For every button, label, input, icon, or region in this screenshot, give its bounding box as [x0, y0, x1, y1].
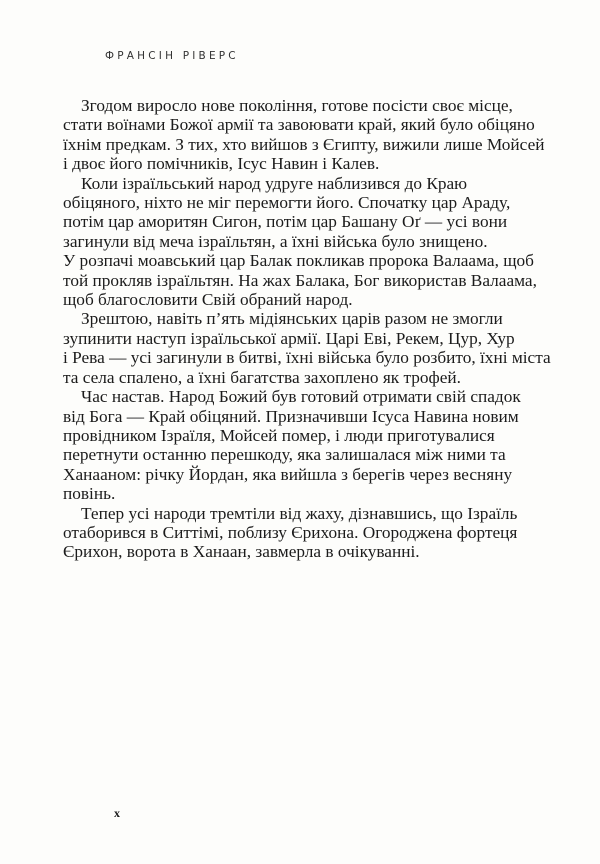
text-line: Ханааном: річку Йордан, яка вийшла з берегів через весняну [63, 464, 513, 484]
text-line: провідником Ізраїля, Мойсей помер, і люди приготувалися [63, 425, 495, 445]
text-line: загинули від меча ізраїльтян, а їхні війська було знищено. [63, 231, 488, 251]
text-line: та села спалено, а їхні багатства захоплено як трофей. [63, 367, 461, 387]
page-number: x [114, 806, 120, 820]
running-head-author: ФРАНСІН РІВЕРС [105, 50, 239, 62]
text-line: Зрештою, навіть п’ять мідіянських царів разом не змогли [81, 309, 503, 329]
paragraph [63, 504, 563, 562]
text-line: потім цар аморитян Сигон, потім цар Башану Оґ — усі вони [63, 212, 508, 232]
text-line: від Бога — Край обіцяний. Призначивши Ісуса Навина новим [63, 406, 519, 426]
text-line: стати воїнами Божої армії та завоювати край, який було обіцяно [63, 115, 535, 135]
text-line: і Рева — усі загинули в битві, їхні війська було розбито, їхні міста [63, 348, 551, 368]
text-line: Час настав. Народ Божий був готовий отримати свій спадок [81, 387, 521, 407]
text-line: перетнути останню перешкоду, яка залишалася між ними та [63, 445, 506, 465]
paragraph [63, 174, 563, 310]
paragraph [63, 387, 563, 503]
text-line: Тепер усі народи тремтіли від жаху, дізнавшись, що Ізраїль [81, 503, 518, 523]
text-line: і двоє його помічників, Ісус Навин і Калев. [63, 154, 380, 174]
text-line: отаборився в Ситтімі, поблизу Єрихона. Огороджена фортеця [63, 522, 518, 542]
text-line: Коли ізраїльський народ удруге наблизився до Краю [81, 173, 468, 193]
paragraph [63, 309, 563, 387]
text-line: той прокляв ізраїльтян. На жах Балака, Бог використав Валаама, [63, 270, 537, 290]
text-line: зупинити наступ ізраїльської армії. Царі Еві, Рекем, Цур, Хур [63, 328, 515, 348]
paragraph [63, 96, 563, 174]
text-line: повінь. [63, 484, 116, 504]
text-line: У розпачі моавський цар Балак покликав пророка Валаама, щоб [63, 251, 534, 271]
text-line: щоб благословити Свій обраний народ. [63, 290, 353, 310]
text-line: Єрихон, ворота в Ханаан, завмерла в очікуванні. [63, 542, 420, 562]
body-text [63, 96, 563, 562]
text-line: їхнім предкам. З тих, хто вийшов з Єгипту, вижили лише Мойсей [63, 134, 545, 154]
text-line: Згодом виросло нове покоління, готове посісти своє місце, [81, 96, 513, 115]
text-line: обіцяного, ніхто не міг перемогти його. Спочатку цар Араду, [63, 193, 511, 213]
